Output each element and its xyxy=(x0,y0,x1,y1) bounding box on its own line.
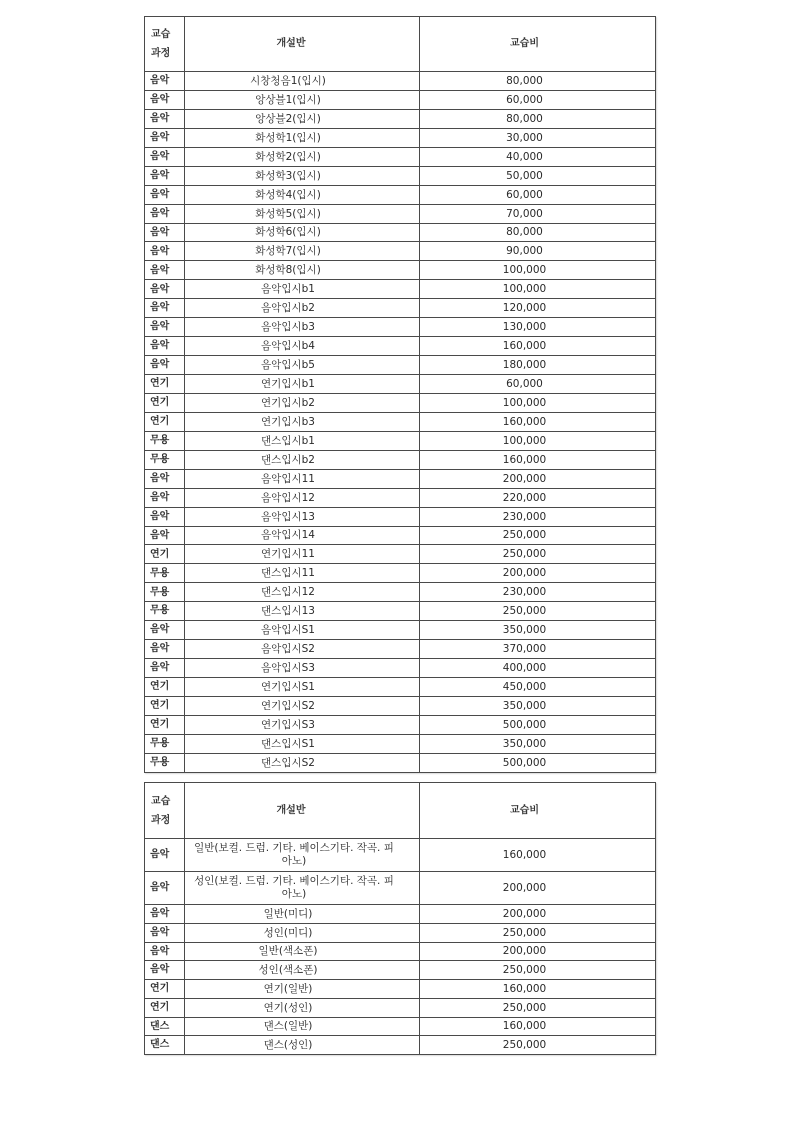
class-cell: 음악입시13 xyxy=(185,507,420,526)
table-row xyxy=(145,318,656,337)
course-cell: 음악 xyxy=(145,204,185,223)
fee-cell: 100,000 xyxy=(420,261,656,280)
table-row xyxy=(145,72,656,91)
fee-cell: 450,000 xyxy=(420,678,656,697)
course-cell: 연기 xyxy=(145,998,185,1017)
class-cell: 화성학1(입시) xyxy=(185,128,420,147)
column-header-course xyxy=(145,17,185,72)
table-row xyxy=(145,640,656,659)
course-cell: 음악 xyxy=(145,280,185,299)
course-cell: 무용 xyxy=(145,450,185,469)
column-header-fee: 교습비 xyxy=(420,783,656,839)
course-cell: 무용 xyxy=(145,753,185,772)
class-cell: 연기입시b3 xyxy=(185,412,420,431)
fee-cell: 100,000 xyxy=(420,431,656,450)
table-row xyxy=(145,375,656,394)
class-cell: 음악입시11 xyxy=(185,469,420,488)
course-cell: 음악 xyxy=(145,337,185,356)
class-cell: 화성학4(입시) xyxy=(185,185,420,204)
course-cell: 음악 xyxy=(145,923,185,942)
fee-cell: 160,000 xyxy=(420,1017,656,1036)
table-row xyxy=(145,905,656,924)
fee-cell: 400,000 xyxy=(420,659,656,678)
course-cell: 무용 xyxy=(145,564,185,583)
fee-cell: 100,000 xyxy=(420,280,656,299)
course-cell: 음악 xyxy=(145,640,185,659)
course-cell: 연기 xyxy=(145,545,185,564)
class-cell: 댄스입시13 xyxy=(185,602,420,621)
table-row xyxy=(145,109,656,128)
course-cell: 음악 xyxy=(145,469,185,488)
table-row xyxy=(145,166,656,185)
course-cell: 음악 xyxy=(145,299,185,318)
table-row xyxy=(145,839,656,872)
tuition-fee-table-general xyxy=(144,782,656,1055)
fee-cell: 250,000 xyxy=(420,1036,656,1055)
course-cell: 음악 xyxy=(145,128,185,147)
course-cell: 음악 xyxy=(145,507,185,526)
class-cell: 화성학7(입시) xyxy=(185,242,420,261)
fee-cell: 200,000 xyxy=(420,469,656,488)
fee-cell: 200,000 xyxy=(420,905,656,924)
table-row xyxy=(145,980,656,999)
table-row xyxy=(145,942,656,961)
column-header-course xyxy=(145,783,185,839)
class-cell: 화성학3(입시) xyxy=(185,166,420,185)
course-cell: 음악 xyxy=(145,261,185,280)
column-header-fee: 교습비 xyxy=(420,17,656,72)
fee-cell: 80,000 xyxy=(420,72,656,91)
column-header-class: 개설반 xyxy=(185,17,420,72)
course-cell: 음악 xyxy=(145,318,185,337)
course-cell: 댄스 xyxy=(145,1017,185,1036)
class-cell: 음악입시S2 xyxy=(185,640,420,659)
course-cell: 음악 xyxy=(145,185,185,204)
fee-cell: 350,000 xyxy=(420,621,656,640)
table-row xyxy=(145,412,656,431)
table-row xyxy=(145,678,656,697)
class-cell: 연기입시11 xyxy=(185,545,420,564)
class-cell: 화성학6(입시) xyxy=(185,223,420,242)
fee-cell: 160,000 xyxy=(420,337,656,356)
course-cell: 연기 xyxy=(145,678,185,697)
course-cell: 음악 xyxy=(145,223,185,242)
class-cell: 음악입시14 xyxy=(185,526,420,545)
course-cell: 연기 xyxy=(145,412,185,431)
class-cell: 앙상블2(입시) xyxy=(185,109,420,128)
course-cell: 음악 xyxy=(145,961,185,980)
class-cell: 연기입시S3 xyxy=(185,715,420,734)
table-row xyxy=(145,337,656,356)
class-cell: 시창청음1(입시) xyxy=(185,72,420,91)
table-row xyxy=(145,923,656,942)
table-row xyxy=(145,299,656,318)
class-cell: 연기(일반) xyxy=(185,980,420,999)
fee-cell: 80,000 xyxy=(420,223,656,242)
class-cell: 음악입시b1 xyxy=(185,280,420,299)
class-cell: 댄스입시11 xyxy=(185,564,420,583)
course-cell: 연기 xyxy=(145,715,185,734)
fee-cell: 200,000 xyxy=(420,872,656,905)
fee-cell: 250,000 xyxy=(420,526,656,545)
course-cell: 음악 xyxy=(145,109,185,128)
fee-cell: 70,000 xyxy=(420,204,656,223)
fee-cell: 90,000 xyxy=(420,242,656,261)
table-row xyxy=(145,961,656,980)
class-cell: 음악입시b3 xyxy=(185,318,420,337)
fee-cell: 40,000 xyxy=(420,147,656,166)
course-cell: 연기 xyxy=(145,375,185,394)
table-row xyxy=(145,128,656,147)
table-row xyxy=(145,431,656,450)
fee-cell: 160,000 xyxy=(420,412,656,431)
fee-cell: 60,000 xyxy=(420,90,656,109)
course-cell: 음악 xyxy=(145,905,185,924)
class-cell: 성인(보컬. 드럼. 기타. 베이스기타. 작곡. 피아노) xyxy=(185,872,420,905)
table-row xyxy=(145,659,656,678)
fee-cell: 250,000 xyxy=(420,998,656,1017)
fee-cell: 160,000 xyxy=(420,450,656,469)
course-header-line1: 교습 xyxy=(151,795,171,807)
fee-cell: 200,000 xyxy=(420,942,656,961)
table-header-row xyxy=(145,17,656,72)
table-row xyxy=(145,545,656,564)
course-cell: 연기 xyxy=(145,696,185,715)
course-cell: 음악 xyxy=(145,356,185,375)
class-cell: 연기입시S1 xyxy=(185,678,420,697)
course-cell: 댄스 xyxy=(145,1036,185,1055)
tuition-fee-table-admissions xyxy=(144,16,656,773)
class-cell: 댄스입시S1 xyxy=(185,734,420,753)
class-cell: 화성학8(입시) xyxy=(185,261,420,280)
fee-cell: 230,000 xyxy=(420,583,656,602)
table-row xyxy=(145,204,656,223)
course-header-line2: 과정 xyxy=(151,48,171,59)
table-row xyxy=(145,872,656,905)
fee-cell: 350,000 xyxy=(420,696,656,715)
course-cell: 음악 xyxy=(145,166,185,185)
class-cell: 음악입시12 xyxy=(185,488,420,507)
course-cell: 무용 xyxy=(145,734,185,753)
table-row xyxy=(145,583,656,602)
class-cell: 음악입시b5 xyxy=(185,356,420,375)
fee-cell: 80,000 xyxy=(420,109,656,128)
class-cell: 일반(미디) xyxy=(185,905,420,924)
class-cell: 성인(미디) xyxy=(185,923,420,942)
class-cell: 연기입시S2 xyxy=(185,696,420,715)
class-cell: 음악입시b4 xyxy=(185,337,420,356)
fee-cell: 30,000 xyxy=(420,128,656,147)
fee-cell: 50,000 xyxy=(420,166,656,185)
class-cell: 음악입시S1 xyxy=(185,621,420,640)
table-row xyxy=(145,280,656,299)
course-cell: 연기 xyxy=(145,980,185,999)
table-row xyxy=(145,602,656,621)
fee-cell: 200,000 xyxy=(420,564,656,583)
class-cell: 댄스(일반) xyxy=(185,1017,420,1036)
table-row xyxy=(145,185,656,204)
fee-cell: 230,000 xyxy=(420,507,656,526)
table-header-row xyxy=(145,783,656,839)
table-row xyxy=(145,261,656,280)
table-row xyxy=(145,1017,656,1036)
table-row xyxy=(145,223,656,242)
course-cell: 무용 xyxy=(145,583,185,602)
course-cell: 음악 xyxy=(145,526,185,545)
course-cell: 연기 xyxy=(145,393,185,412)
course-cell: 음악 xyxy=(145,488,185,507)
fee-cell: 220,000 xyxy=(420,488,656,507)
table-row xyxy=(145,450,656,469)
table-row xyxy=(145,507,656,526)
class-cell: 댄스입시b1 xyxy=(185,431,420,450)
course-cell: 음악 xyxy=(145,942,185,961)
fee-cell: 100,000 xyxy=(420,393,656,412)
table-row xyxy=(145,621,656,640)
table-row xyxy=(145,753,656,772)
course-cell: 음악 xyxy=(145,872,185,905)
fee-cell: 500,000 xyxy=(420,715,656,734)
column-header-class: 개설반 xyxy=(185,783,420,839)
course-cell: 음악 xyxy=(145,147,185,166)
table-row xyxy=(145,90,656,109)
fee-cell: 500,000 xyxy=(420,753,656,772)
class-cell: 댄스입시b2 xyxy=(185,450,420,469)
table-row xyxy=(145,526,656,545)
class-cell: 연기입시b1 xyxy=(185,375,420,394)
course-cell: 음악 xyxy=(145,72,185,91)
course-cell: 음악 xyxy=(145,839,185,872)
fee-cell: 120,000 xyxy=(420,299,656,318)
table-row xyxy=(145,356,656,375)
fee-cell: 370,000 xyxy=(420,640,656,659)
class-cell: 일반(색소폰) xyxy=(185,942,420,961)
fee-cell: 250,000 xyxy=(420,602,656,621)
fee-cell: 350,000 xyxy=(420,734,656,753)
table-row xyxy=(145,488,656,507)
class-cell: 일반(보컬. 드럼. 기타. 베이스기타. 작곡. 피아노) xyxy=(185,839,420,872)
class-cell: 댄스입시S2 xyxy=(185,753,420,772)
table-row xyxy=(145,147,656,166)
class-cell: 댄스(성인) xyxy=(185,1036,420,1055)
course-cell: 음악 xyxy=(145,242,185,261)
class-cell: 연기(성인) xyxy=(185,998,420,1017)
course-cell: 음악 xyxy=(145,90,185,109)
table-row xyxy=(145,715,656,734)
class-cell: 댄스입시12 xyxy=(185,583,420,602)
table-row xyxy=(145,998,656,1017)
fee-cell: 250,000 xyxy=(420,923,656,942)
fee-cell: 160,000 xyxy=(420,839,656,872)
course-cell: 음악 xyxy=(145,659,185,678)
table-row xyxy=(145,696,656,715)
fee-cell: 250,000 xyxy=(420,961,656,980)
fee-cell: 130,000 xyxy=(420,318,656,337)
class-cell: 앙상블1(입시) xyxy=(185,90,420,109)
fee-cell: 60,000 xyxy=(420,375,656,394)
class-cell: 음악입시S3 xyxy=(185,659,420,678)
fee-cell: 160,000 xyxy=(420,980,656,999)
class-cell: 화성학5(입시) xyxy=(185,204,420,223)
class-cell: 연기입시b2 xyxy=(185,393,420,412)
fee-cell: 180,000 xyxy=(420,356,656,375)
table-row xyxy=(145,393,656,412)
fee-cell: 60,000 xyxy=(420,185,656,204)
course-cell: 무용 xyxy=(145,431,185,450)
table-row xyxy=(145,242,656,261)
table-row xyxy=(145,564,656,583)
course-header-line1: 교습 xyxy=(151,29,171,40)
fee-cell: 250,000 xyxy=(420,545,656,564)
table-row xyxy=(145,1036,656,1055)
course-cell: 음악 xyxy=(145,621,185,640)
table-row xyxy=(145,734,656,753)
course-cell: 무용 xyxy=(145,602,185,621)
class-cell: 화성학2(입시) xyxy=(185,147,420,166)
course-header-line2: 과정 xyxy=(151,814,171,826)
class-cell: 음악입시b2 xyxy=(185,299,420,318)
class-cell: 성인(색소폰) xyxy=(185,961,420,980)
table-row xyxy=(145,469,656,488)
